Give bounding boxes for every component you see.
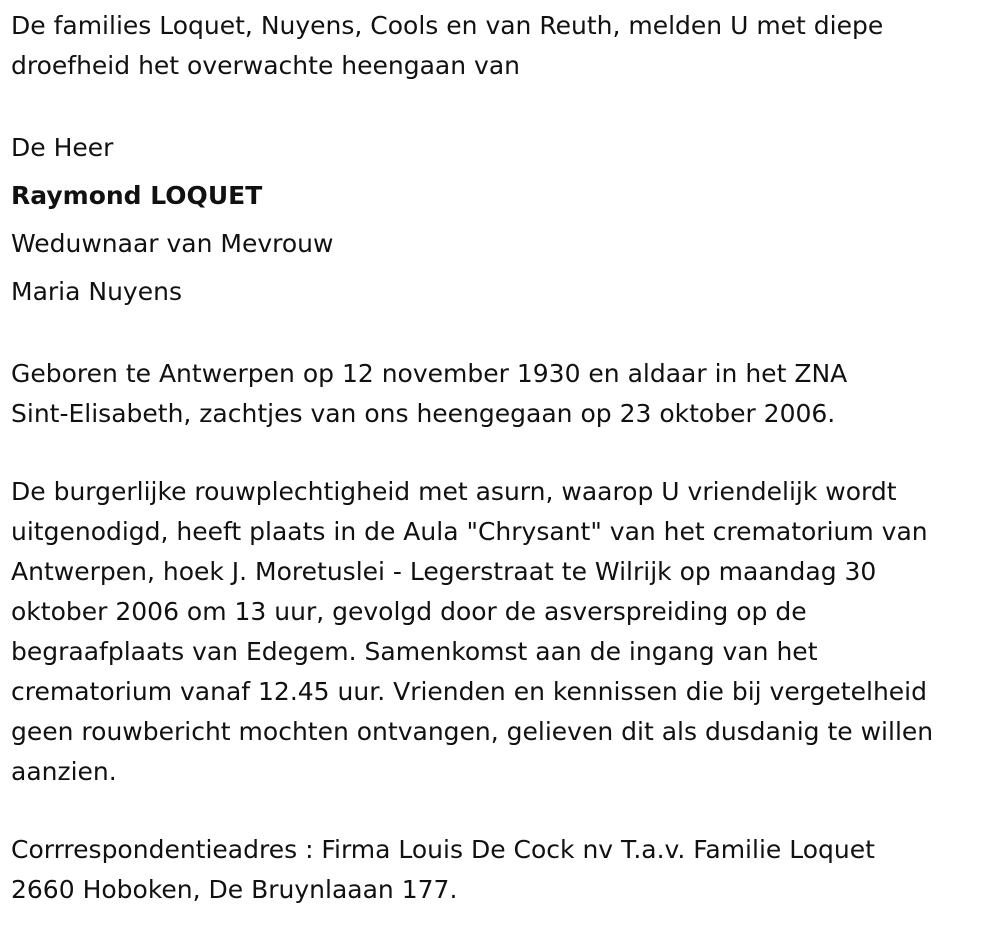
spacer: [11, 434, 996, 472]
ceremony-line: Antwerpen, hoek J. Moretuslei - Legerstraat te Wilrijk op maandag 30: [11, 557, 877, 586]
relation-line: Weduwnaar van Mevrouw: [11, 229, 334, 258]
spouse-name: Maria Nuyens: [11, 277, 182, 306]
spacer: [11, 316, 996, 354]
death-notice: [11, 6, 996, 910]
ceremony-line: geen rouwbericht mochten ontvangen, gelieven dit als dusdanig te willen: [11, 717, 934, 746]
birth-line-1: Geboren te Antwerpen op 12 november 1930 en aldaar in het ZNA: [11, 359, 848, 388]
ceremony-paragraph: [11, 472, 996, 792]
spacer: [11, 792, 996, 830]
deceased-name: Raymond LOQUET: [11, 181, 263, 210]
birth-line-2: Sint-Elisabeth, zachtjes van ons heengegaan op 23 oktober 2006.: [11, 399, 836, 428]
intro-line-1: De families Loquet, Nuyens, Cools en van Reuth, melden U met diepe: [11, 11, 884, 40]
spacer: [11, 86, 996, 124]
ceremony-line: crematorium vanaf 12.45 uur. Vrienden en kennissen die bij vergetelheid: [11, 677, 927, 706]
intro-paragraph: [11, 6, 996, 86]
intro-line-2: droefheid het overwachte heengaan van: [11, 51, 520, 80]
honorific: De Heer: [11, 133, 114, 162]
correspondence-line-1: Corrrespondentieadres : Firma Louis De Cock nv T.a.v. Familie Loquet: [11, 835, 875, 864]
correspondence-line-2: 2660 Hoboken, De Bruynlaaan 177.: [11, 875, 458, 904]
ceremony-line: begraafplaats van Edegem. Samenkomst aan de ingang van het: [11, 637, 818, 666]
deceased-block: [11, 124, 996, 316]
ceremony-line: aanzien.: [11, 757, 117, 786]
correspondence-paragraph: [11, 830, 996, 910]
ceremony-line: oktober 2006 om 13 uur, gevolgd door de asverspreiding op de: [11, 597, 807, 626]
ceremony-line: uitgenodigd, heeft plaats in de Aula "Chrysant" van het crematorium van: [11, 517, 928, 546]
birth-paragraph: [11, 354, 996, 434]
ceremony-line: De burgerlijke rouwplechtigheid met asurn, waarop U vriendelijk wordt: [11, 477, 897, 506]
